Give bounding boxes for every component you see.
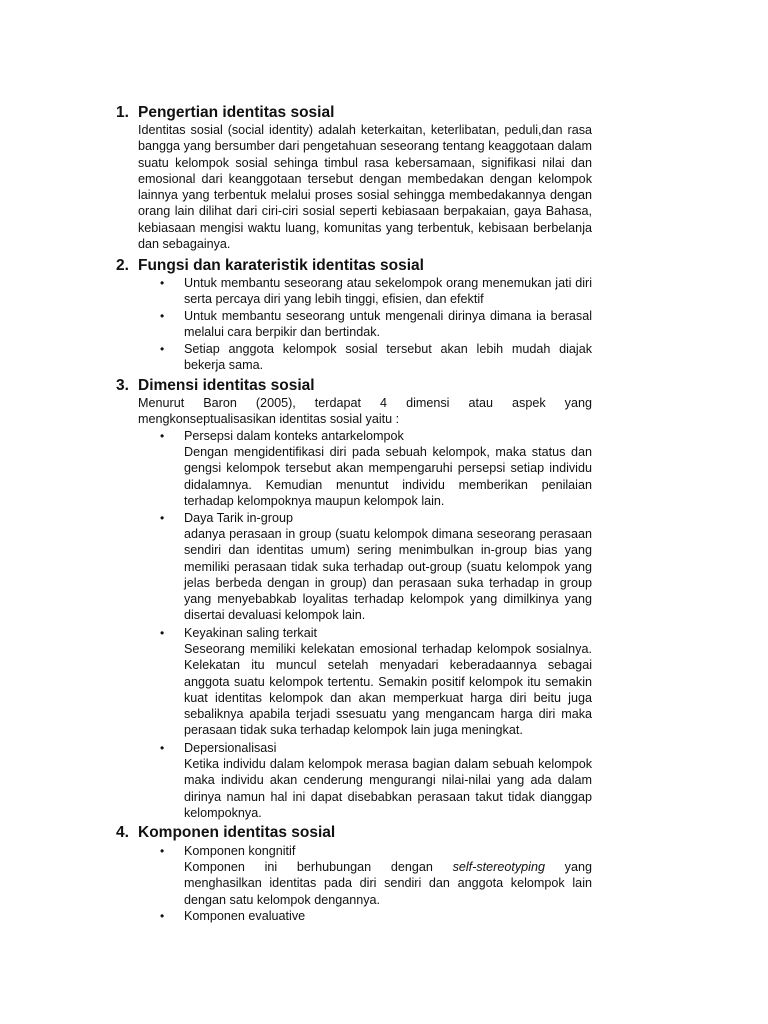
list-item-label: Persepsi dalam konteks antarkelompok — [184, 429, 404, 443]
list-item-text — [184, 859, 592, 908]
bullet-icon: • — [160, 342, 165, 356]
list-item-text: Untuk membantu seseorang untuk mengenali dirinya dimana ia berasal melalui cara berpikir dan bertindak. — [184, 309, 592, 340]
bullet-icon: • — [160, 276, 165, 290]
section-1-body: Identitas sosial (social identity) adalah keterkaitan, keterlibatan, peduli,dan rasa bangga yang bersumber dari pengetahuan seseorang tentang keaggotaan dalam suatu kelompok sosial sehinga timbul rasa kebersamaan, signifikasi nilai dan emosional dari keanggotaan tersebut dengan membedakan dengan kelompok lainnya yang terbentuk melalui proses sosial sehingga membedakannya dengan orang lain dilihat dari ciri-ciri sosial seperti kebiasaan berpakaian, gaya Bahasa, kebiasaan mengisi waktu luang, komunitas yang terbentuk, kebisaan berbelanja dan sebagainya. — [138, 123, 592, 252]
text-before: Komponen ini berhubungan dengan — [184, 860, 453, 874]
bullet-icon: • — [160, 429, 165, 443]
section-number: 4. — [116, 824, 129, 841]
bullet-icon: • — [160, 626, 165, 640]
section-4-heading — [116, 823, 335, 843]
section-title: Pengertian identitas sosial — [138, 104, 335, 121]
list-item-text: Ketika individu dalam kelompok merasa bagian dalam sebuah kelompok maka individu akan cenderung mengurangi nilai-nilai yang ada dalam dirinya namun hal ini dapat disebabkan perasaan takut tidak dianggap kelompoknya. — [184, 757, 592, 820]
section-number: 3. — [116, 377, 129, 394]
text-after: yang menghasilkan identitas pada diri sendiri dan anggota kelompok lain dengan satu kelompok dengannya. — [184, 860, 592, 907]
bullet-icon: • — [160, 844, 165, 858]
section-number: 1. — [116, 104, 129, 121]
list-item-label: Daya Tarik in-group — [184, 511, 293, 525]
list-item-text: adanya perasaan in group (suatu kelompok dimana seseorang perasaan sendiri dan identitas umum) sering menimbulkan in-group bias yang memiliki perasaan tidak suka terhadap out-group (suatu kelompok yang jelas berbeda dengan in group) dan perasaan suka terhadap in group yang menyebabkab loyalitas terhadap kelompok yang dimilkinya yang disertai devaluasi kelompok lain. — [184, 527, 592, 623]
section-title: Fungsi dan karateristik identitas sosial — [138, 257, 424, 274]
list-item-text: Untuk membantu seseorang atau sekelompok orang menemukan jati diri serta percaya diri yang lebih tinggi, efisien, dan efektif — [184, 276, 592, 307]
section-2-heading — [116, 256, 424, 276]
section-number: 2. — [116, 257, 129, 274]
list-item-label: Komponen kongnitif — [184, 844, 296, 858]
section-3-heading — [116, 376, 315, 396]
list-item-label: Komponen evaluative — [184, 909, 306, 923]
section-3-intro: Menurut Baron (2005), terdapat 4 dimensi atau aspek yang mengkonseptualisasikan identitas sosial yaitu : — [138, 396, 592, 427]
section-1-heading — [116, 103, 334, 123]
list-item-text: Setiap anggota kelompok sosial tersebut akan lebih mudah diajak bekerja sama. — [184, 342, 592, 373]
bullet-icon: • — [160, 741, 165, 755]
bullet-icon: • — [160, 309, 165, 323]
list-item-text: Dengan mengidentifikasi diri pada sebuah kelompok, maka status dan gengsi kelompok tersebut akan mempengaruhi persepsi setiap individu didalamnya. Kemudian menuntut individu memberikan penilaian terhadap kelompoknya maupun kelompok lain. — [184, 445, 592, 508]
bullet-icon: • — [160, 511, 165, 525]
bullet-icon: • — [160, 909, 165, 923]
list-item-text: Seseorang memiliki kelekatan emosional terhadap kelompok sosialnya. Kelekatan itu muncul setelah menyadari keberadaannya sebagai anggota suatu kelompok tertentu. Semakin positif kelompok itu semakin kuat identitas kelompok dan akan memperkuat harga diri beitu juga sebaliknya apabila terjadi ssesuatu yang mengancam harga diri maka perasaan tidak suka terhadap kelompok lain juga meningkat. — [184, 642, 592, 738]
list-item-label: Depersionalisasi — [184, 741, 277, 755]
section-title: Dimensi identitas sosial — [138, 377, 315, 394]
list-item-label: Keyakinan saling terkait — [184, 626, 318, 640]
section-title: Komponen identitas sosial — [138, 824, 336, 841]
italic-term: self-stereotyping — [452, 860, 545, 874]
